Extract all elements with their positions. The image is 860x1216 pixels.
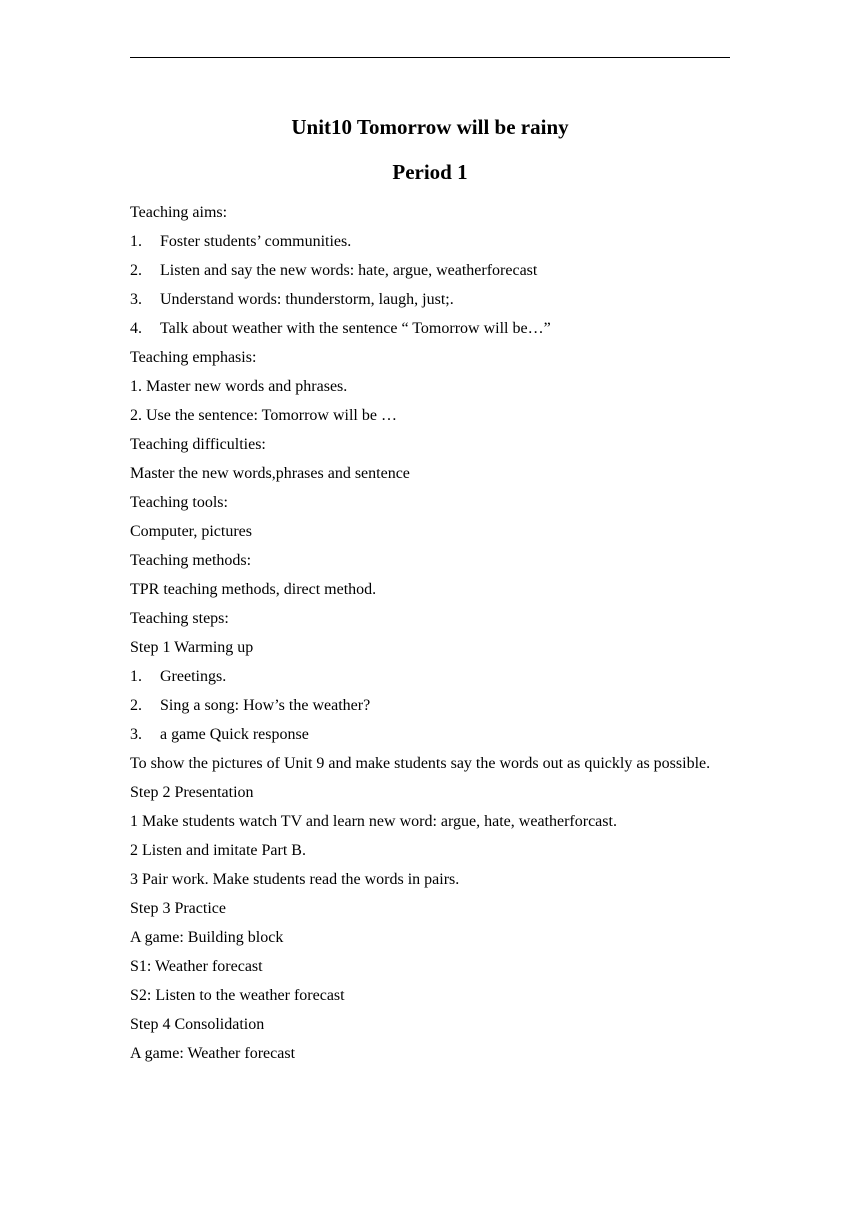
step1-item [130, 662, 732, 691]
step1-item-number: 1. [130, 668, 142, 685]
step2-item: 2 Listen and imitate Part B. [130, 842, 306, 859]
step4-item: A game: Weather forecast [130, 1045, 296, 1062]
step3-item: A game: Building block [130, 929, 284, 946]
aim-text: Listen and say the new words: hate, argue, weatherforecast [160, 262, 538, 279]
aim-item [130, 227, 732, 256]
step2-item: 3 Pair work. Make students read the words in pairs. [130, 871, 460, 888]
tools-text: Computer, pictures [130, 523, 252, 540]
aim-text: Foster students’ communities. [160, 233, 352, 250]
aim-number: 4. [130, 320, 142, 337]
step1-item-number: 2. [130, 697, 142, 714]
aim-text: Talk about weather with the sentence “ Tomorrow will be…” [160, 320, 551, 337]
aim-text: Understand words: thunderstorm, laugh, just;. [160, 291, 454, 308]
step4-heading: Step 4 Consolidation [130, 1016, 265, 1033]
step3-item: S2: Listen to the weather forecast [130, 987, 345, 1004]
emphasis-heading: Teaching emphasis: [130, 349, 257, 366]
aim-item [130, 285, 732, 314]
step2-item: 1 Make students watch TV and learn new word: argue, hate, weatherforcast. [130, 813, 617, 830]
difficulties-heading: Teaching difficulties: [130, 436, 266, 453]
step1-item-text: a game Quick response [160, 726, 309, 743]
steps-heading: Teaching steps: [130, 610, 229, 627]
step3-item: S1: Weather forecast [130, 958, 263, 975]
emphasis-item: 2. Use the sentence: Tomorrow will be … [130, 407, 397, 424]
document-subtitle: Period 1 [392, 160, 468, 184]
step1-note: To show the pictures of Unit 9 and make students say the words out as quickly as possible. [130, 755, 711, 772]
document-title: Unit10 Tomorrow will be rainy [291, 115, 569, 139]
aim-number: 3. [130, 291, 142, 308]
aim-number: 1. [130, 233, 142, 250]
step1-item-text: Sing a song: How’s the weather? [160, 697, 371, 714]
header-rule [130, 57, 730, 58]
tools-heading: Teaching tools: [130, 494, 228, 511]
step3-heading: Step 3 Practice [130, 900, 226, 917]
methods-heading: Teaching methods: [130, 552, 252, 569]
difficulties-text: Master the new words,phrases and sentence [130, 465, 410, 482]
aim-item [130, 256, 732, 285]
step1-item-number: 3. [130, 726, 142, 743]
emphasis-item: 1. Master new words and phrases. [130, 378, 348, 395]
aims-heading: Teaching aims: [130, 204, 228, 221]
aim-number: 2. [130, 262, 142, 279]
step1-item-text: Greetings. [160, 668, 227, 685]
step1-heading: Step 1 Warming up [130, 639, 254, 656]
document-body [130, 198, 732, 1068]
aim-item [130, 314, 732, 343]
step1-item [130, 720, 732, 749]
methods-text: TPR teaching methods, direct method. [130, 581, 377, 598]
step1-item [130, 691, 732, 720]
step2-heading: Step 2 Presentation [130, 784, 254, 801]
